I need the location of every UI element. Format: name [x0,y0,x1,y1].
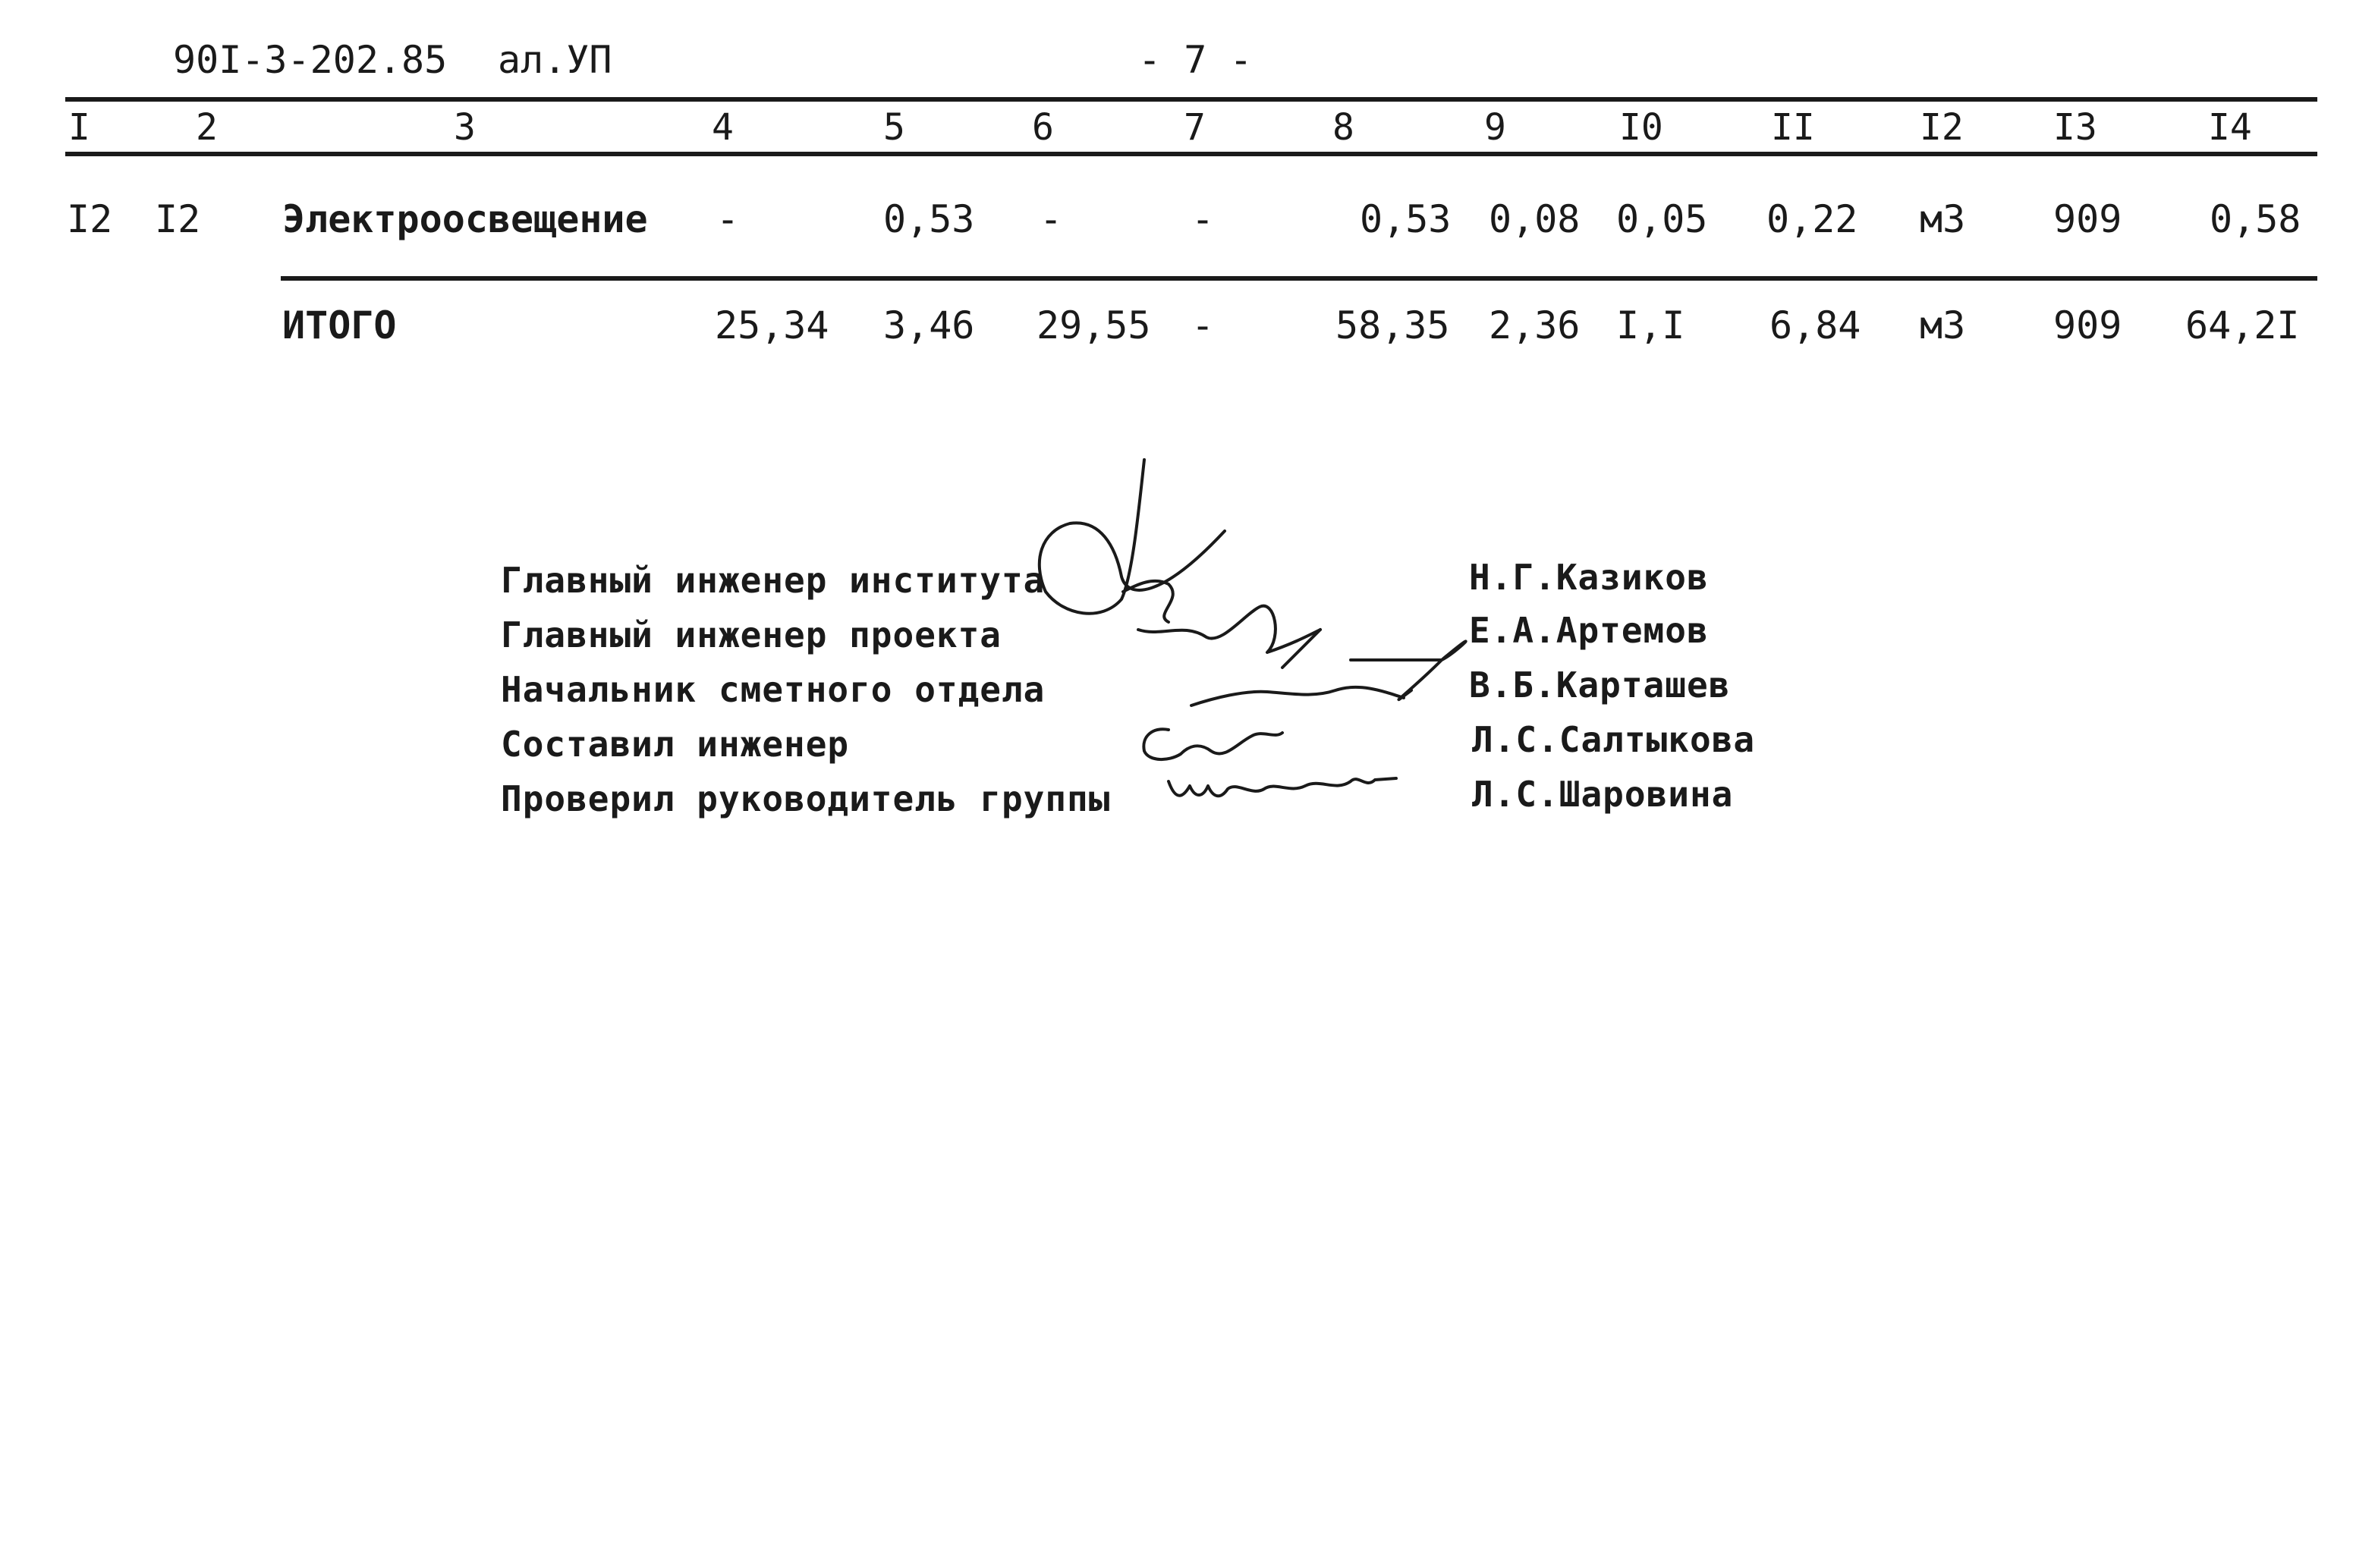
signatory-name: В.Б.Карташев [1469,665,1731,705]
column-number-6: 6 [1032,106,1054,149]
signatory-position: Главный инженер института [501,560,1046,601]
table-cell: 0,53 [1360,197,1452,241]
signature-stroke-4 [1143,729,1282,759]
signatory-name: Л.С.Салтыкова [1472,719,1756,760]
column-number-7: 7 [1184,106,1206,149]
table-cell: I,I [1616,303,1685,347]
page-number: - 7 - [1138,38,1253,82]
total-label: ИТОГО [282,303,397,347]
table-cell: 29,55 [1037,303,1151,347]
column-number-3: 3 [454,106,476,149]
signature-stroke-2b [1282,630,1320,668]
header-rule-top [65,97,2317,102]
signature-stroke-5 [1169,778,1396,796]
signature-stroke-3 [1191,687,1404,705]
document-code: 90I-3-202.85 [173,38,448,82]
signature-stroke-1 [1040,460,1225,614]
album-number: ал.УП [498,38,612,82]
signatory-position: Главный инженер проекта [501,614,1002,655]
table-cell: 909 [2053,303,2122,347]
column-number-4: 4 [712,106,734,149]
signature-stroke-3b [1351,641,1466,699]
table-cell: 58,35 [1335,303,1450,347]
table-cell: 0,58 [2210,197,2301,241]
signatory-name: Е.А.Артемов [1469,610,1709,651]
table-cell: 64,2I [2185,303,2300,347]
table-cell: 0,08 [1489,197,1581,241]
table-cell: - [716,197,740,241]
table-cell: Электроосвещение [282,197,648,241]
column-number-13: I3 [2053,106,2097,149]
table-cell: I2 [67,197,113,241]
table-cell: 6,84 [1769,303,1861,347]
table-cell: 2,36 [1489,303,1581,347]
signatory-position: Проверил руководитель группы [501,778,1111,819]
table-cell: м3 [1920,303,1966,347]
signatory-position: Начальник сметного отдела [501,669,1046,710]
column-number-5: 5 [883,106,905,149]
column-number-11: II [1771,106,1815,149]
column-number-8: 8 [1332,106,1354,149]
signatory-position: Составил инженер [501,724,850,765]
table-cell: - [1191,303,1215,347]
table-cell: I2 [155,197,201,241]
table-cell: 909 [2053,197,2122,241]
signature-stroke-1b [1123,581,1173,622]
column-number-14: I4 [2208,106,2252,149]
signatory-name: Н.Г.Казиков [1469,557,1709,598]
column-number-1: I [68,106,90,149]
column-number-2: 2 [196,106,218,149]
table-cell: 0,22 [1766,197,1858,241]
table-cell: 0,05 [1616,197,1708,241]
column-number-9: 9 [1484,106,1506,149]
table-cell: 25,34 [715,303,829,347]
column-number-10: I0 [1619,106,1663,149]
signature-stroke-2 [1138,606,1320,652]
table-cell: м3 [1920,197,1966,241]
table-cell: - [1191,197,1215,241]
table-cell: 3,46 [883,303,975,347]
table-cell: - [1040,197,1063,241]
total-rule [281,276,2317,281]
header-rule-bottom [65,152,2317,156]
table-cell: 0,53 [883,197,975,241]
signatory-name: Л.С.Шаровина [1472,774,1734,815]
column-number-12: I2 [1920,106,1964,149]
